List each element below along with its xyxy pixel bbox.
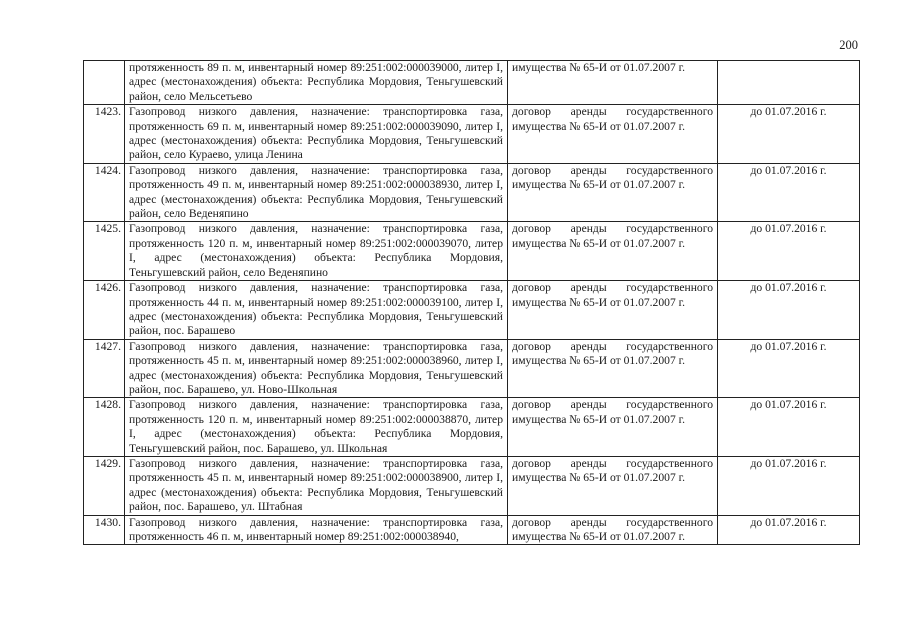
lease-basis: договор аренды государственного имущества № 65-И от 01.07.2007 г. (508, 456, 718, 515)
object-description: Газопровод низкого давления, назначение: транспортировка газа, протяженность 45 п. м, инвентарный номер 89:251:002:000038960, литер I, адрес (местонахождения) объекта: Республика Мордовия, Теньгушевский район, пос. Барашево, ул. Ново-Школьная (125, 339, 508, 398)
object-description: Газопровод низкого давления, назначение: транспортировка газа, протяженность 45 п. м, инвентарный номер 89:251:002:000038900, литер I, адрес (местонахождения) объекта: Республика Мордовия, Теньгушевский район, пос. Барашево, ул. Штабная (125, 456, 508, 515)
lease-term (718, 61, 860, 105)
object-description: Газопровод низкого давления, назначение: транспортировка газа, протяженность 44 п. м, инвентарный номер 89:251:002:000039100, литер I, адрес (местонахождения) объекта: Республика Мордовия, Теньгушевский район, пос. Барашево (125, 281, 508, 340)
row-number: 1430. (84, 515, 125, 545)
lease-basis: имущества № 65-И от 01.07.2007 г. (508, 61, 718, 105)
row-number: 1427. (84, 339, 125, 398)
lease-basis: договор аренды государственного имущества № 65-И от 01.07.2007 г. (508, 163, 718, 222)
object-description: Газопровод низкого давления, назначение: транспортировка газа, протяженность 69 п. м, инвентарный номер 89:251:002:000039090, литер I, адрес (местонахождения) объекта: Республика Мордовия, Теньгушевский район, село Кураево, улица Ленина (125, 105, 508, 164)
lease-term: до 01.07.2016 г. (718, 105, 860, 164)
row-number: 1423. (84, 105, 125, 164)
table-row (84, 61, 860, 105)
lease-term: до 01.07.2016 г. (718, 281, 860, 340)
table-row (84, 339, 860, 398)
lease-basis: договор аренды государственного имущества № 65-И от 01.07.2007 г. (508, 339, 718, 398)
lease-basis: договор аренды государственного имущества № 65-И от 01.07.2007 г. (508, 398, 718, 457)
row-number: 1424. (84, 163, 125, 222)
table-row (84, 281, 860, 340)
row-number: 1429. (84, 456, 125, 515)
lease-term: до 01.07.2016 г. (718, 222, 860, 281)
lease-term: до 01.07.2016 г. (718, 456, 860, 515)
table-row (84, 222, 860, 281)
lease-basis: договор аренды государственного имущества № 65-И от 01.07.2007 г. (508, 105, 718, 164)
page-number: 200 (839, 38, 858, 52)
row-number: 1425. (84, 222, 125, 281)
lease-basis: договор аренды государственного имущества № 65-И от 01.07.2007 г. (508, 281, 718, 340)
object-description: Газопровод низкого давления, назначение: транспортировка газа, протяженность 49 п. м, инвентарный номер 89:251:002:000038930, литер I, адрес (местонахождения) объекта: Республика Мордовия, Теньгушевский район, село Веденяпино (125, 163, 508, 222)
lease-term: до 01.07.2016 г. (718, 398, 860, 457)
lease-term: до 01.07.2016 г. (718, 339, 860, 398)
object-description: протяженность 89 п. м, инвентарный номер 89:251:002:000039000, литер I, адрес (местонахождения) объекта: Республика Мордовия, Теньгушевский район, село Мельсетьево (125, 61, 508, 105)
table-row (84, 105, 860, 164)
object-description: Газопровод низкого давления, назначение: транспортировка газа, протяженность 120 п. м, инвентарный номер 89:251:002:000038870, литер I, адрес (местонахождения) объекта: Республика Мордовия, Теньгушевский район, пос. Барашево, ул. Школьная (125, 398, 508, 457)
row-number (84, 61, 125, 105)
property-table (83, 60, 860, 545)
lease-term: до 01.07.2016 г. (718, 515, 860, 545)
lease-basis: договор аренды государственного имущества № 65-И от 01.07.2007 г. (508, 222, 718, 281)
object-description: Газопровод низкого давления, назначение: транспортировка газа, протяженность 120 п. м, инвентарный номер 89:251:002:000039070, литер I, адрес (местонахождения) объекта: Республика Мордовия, Теньгушевский район, село Веденяпино (125, 222, 508, 281)
table-row (84, 398, 860, 457)
row-number: 1426. (84, 281, 125, 340)
table-row (84, 163, 860, 222)
lease-basis: договор аренды государственного имущества № 65-И от 01.07.2007 г. (508, 515, 718, 545)
object-description: Газопровод низкого давления, назначение: транспортировка газа, протяженность 46 п. м, инвентарный номер 89:251:002:000038940, (125, 515, 508, 545)
table-row (84, 456, 860, 515)
table-row (84, 515, 860, 545)
lease-term: до 01.07.2016 г. (718, 163, 860, 222)
row-number: 1428. (84, 398, 125, 457)
